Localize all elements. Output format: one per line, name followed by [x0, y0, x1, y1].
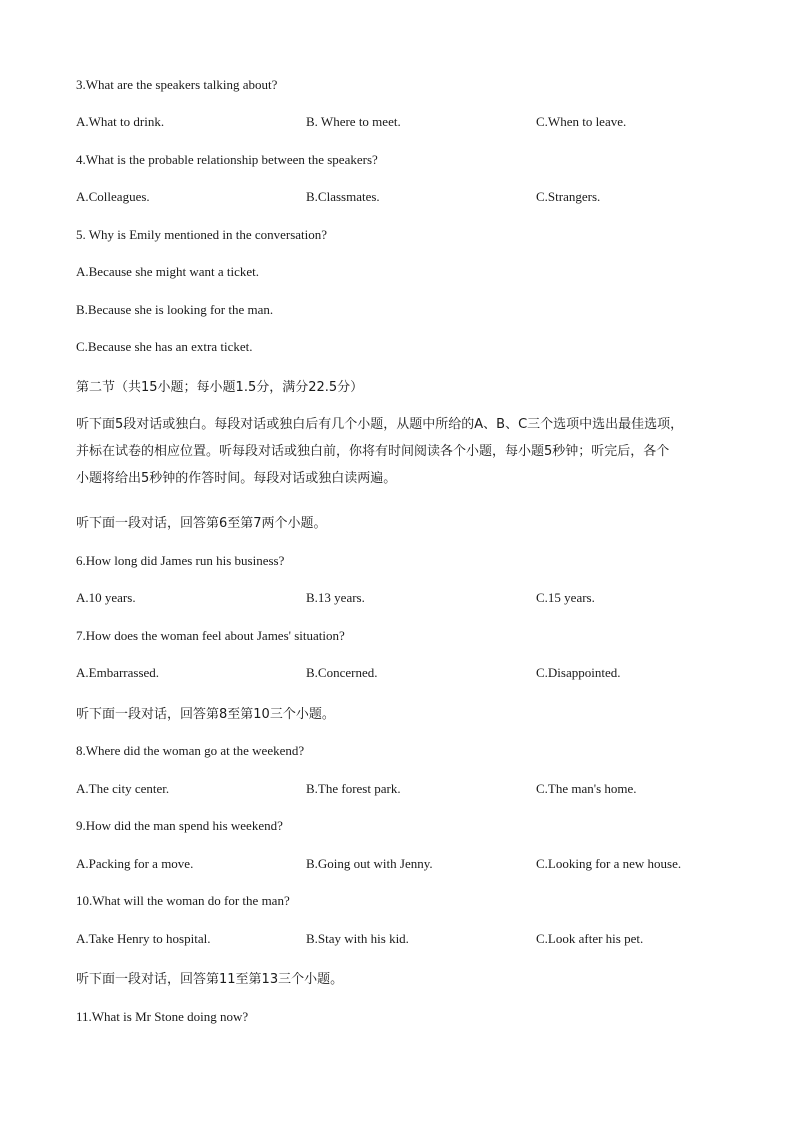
question-6-option-a: A.10 years.	[76, 590, 136, 605]
question-8-stem: 8.Where did the woman go at the weekend?	[76, 743, 305, 758]
question-9-option-c: C.Looking for a new house.	[536, 856, 682, 871]
question-9-option-a: A.Packing for a move.	[76, 856, 194, 871]
question-4-option-c: C.Strangers.	[536, 189, 601, 204]
section-2-instructions	[76, 411, 726, 492]
question-7-option-c: C.Disappointed.	[536, 665, 621, 680]
section-2-title: 第二节（共15小题；每小题1.5分，满分22.5分）	[76, 380, 364, 395]
question-10-option-b: B.Stay with his kid.	[306, 931, 409, 946]
question-7-stem: 7.How does the woman feel about James' situation?	[76, 628, 345, 643]
question-8-option-b: B.The forest park.	[306, 781, 401, 796]
instruction-line: 听下面5段对话或独白。每段对话或独白后有几个小题，从题中所给的A、B、C三个选项中选出最佳选项，	[76, 417, 684, 432]
instruction-line: 并标在试卷的相应位置。听每段对话或独白前，你将有时间阅读各个小题，每小题5秒钟；听完后，各个	[76, 444, 670, 459]
question-6-option-b: B.13 years.	[306, 590, 365, 605]
question-8-option-c: C.The man's home.	[536, 781, 637, 796]
question-4-option-b: B.Classmates.	[306, 189, 380, 204]
question-9-stem: 9.How did the man spend his weekend?	[76, 818, 283, 833]
question-11-stem: 11.What is Mr Stone doing now?	[76, 1009, 249, 1024]
question-4-option-a: A.Colleagues.	[76, 189, 150, 204]
question-5-stem: 5. Why is Emily mentioned in the conversation?	[76, 227, 328, 242]
dialog-6-intro: 听下面一段对话，回答第6至第7两个小题。	[76, 516, 327, 531]
question-9-option-b: B.Going out with Jenny.	[306, 856, 433, 871]
instruction-line: 小题将给出5秒钟的作答时间。每段对话或独白读两遍。	[76, 471, 397, 486]
question-5-option-c: C.Because she has an extra ticket.	[76, 339, 253, 354]
question-6-stem: 6.How long did James run his business?	[76, 553, 285, 568]
question-10-option-c: C.Look after his pet.	[536, 931, 644, 946]
question-7-option-b: B.Concerned.	[306, 665, 378, 680]
question-6-option-c: C.15 years.	[536, 590, 595, 605]
question-3-option-b: B. Where to meet.	[306, 114, 401, 129]
question-7-option-a: A.Embarrassed.	[76, 665, 160, 680]
question-3-stem: 3.What are the speakers talking about?	[76, 77, 278, 92]
question-4-stem: 4.What is the probable relationship between the speakers?	[76, 152, 378, 167]
question-5-option-a: A.Because she might want a ticket.	[76, 264, 260, 279]
question-5-option-b: B.Because she is looking for the man.	[76, 302, 274, 317]
question-3-option-c: C.When to leave.	[536, 114, 627, 129]
question-10-option-a: A.Take Henry to hospital.	[76, 931, 211, 946]
dialog-8-intro: 听下面一段对话，回答第8至第10三个小题。	[76, 707, 335, 722]
dialog-11-intro: 听下面一段对话，回答第11至第13三个小题。	[76, 972, 344, 987]
question-3-option-a: A.What to drink.	[76, 114, 165, 129]
question-10-stem: 10.What will the woman do for the man?	[76, 893, 290, 908]
question-8-option-a: A.The city center.	[76, 781, 170, 796]
